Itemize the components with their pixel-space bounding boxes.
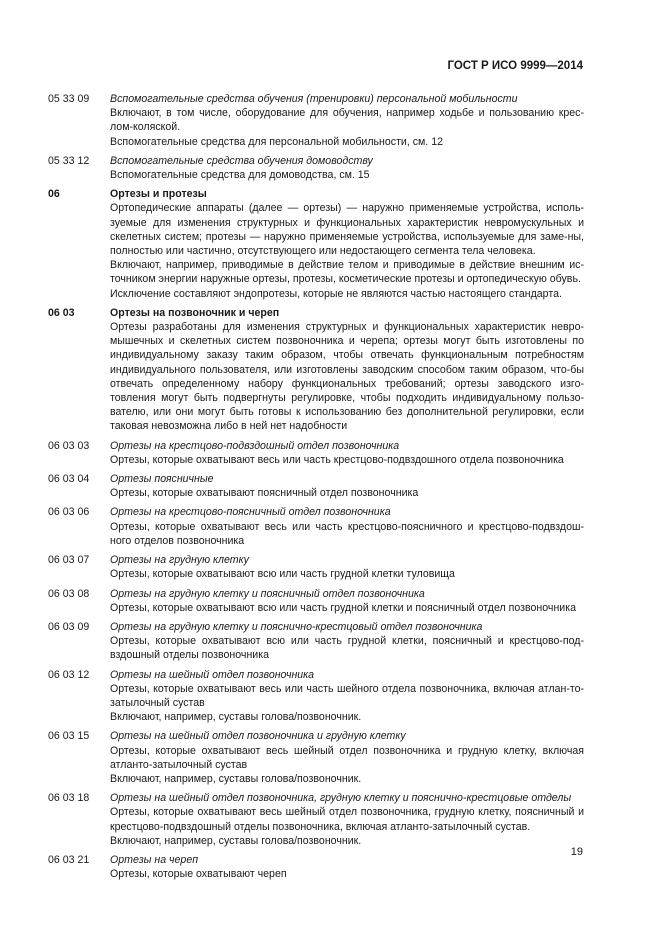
classification-entry	[48, 472, 584, 500]
document-header: ГОСТ Р ИСО 9999—2014	[447, 60, 583, 72]
entry-code: 06 03 04	[48, 473, 90, 486]
classification-entry	[48, 187, 584, 301]
entry-code: 06 03 08	[48, 587, 90, 600]
classification-entry	[48, 729, 584, 786]
entry-body	[110, 187, 584, 301]
classification-entry	[48, 587, 584, 615]
entry-code: 06 03 06	[48, 506, 90, 519]
entry-description: Вспомогательные средства для домоводства, см. 15	[110, 169, 370, 182]
entry-body	[110, 553, 584, 581]
classification-entry	[48, 668, 584, 725]
entry-description: Ортопедические аппараты (далее — ортезы) — наружно применяемые устройства, исполь-зуемые для изменения структурных и функциональных характеристик невромускульных и скелетных систем; протезы — наружно применяемые устройства, используемые для заме-ны, полностью или частично, отсутствующего или недостающего сегмента тела человека.	[110, 202, 584, 258]
entry-body	[110, 439, 584, 467]
entry-body	[110, 505, 584, 548]
entry-description: Ортезы, которые охватывают весь или часть крестцово-подвздошного отдела позвоночника	[110, 453, 564, 466]
entry-title: Ортезы на шейный отдел позвоночника и грудную клетку	[110, 730, 406, 743]
page-number: 19	[570, 846, 583, 858]
entry-code: 06 03 03	[48, 439, 90, 452]
entry-description: Ортезы, которые охватывают всю или часть грудной клетки и поясничный отдел позвоночника	[110, 601, 576, 614]
classification-entry	[48, 620, 584, 663]
entry-title: Вспомогательные средства обучения домоводству	[110, 154, 373, 167]
entry-description: Ортезы, которые охватывают всю или часть грудной клетки туловища	[110, 568, 455, 581]
entry-description: Ортезы, которые охватывают весь шейный отдел позвоночника, грудную клетку, поясничный и крестцово-подвздошный отделы позвоночника, включая атланто-затылочный сустав.	[110, 806, 584, 833]
entry-title: Ортезы на крестцово-поясничный отдел позвоночника	[110, 506, 391, 519]
entry-code: 06 03 18	[48, 792, 90, 805]
entry-body	[110, 306, 584, 434]
entry-code: 05 33 09	[48, 93, 90, 105]
entry-description: Ортезы, которые охватывают весь шейный отдел позвоночника и грудную клетку, включая атланто-затылочный сустав	[110, 744, 584, 771]
entry-description: Включают, например, суставы голова/позвоночник.	[110, 711, 362, 724]
entry-description: Включают, например, суставы голова/позвоночник.	[110, 834, 362, 847]
entry-description: Ортезы, которые охватывают череп	[110, 868, 287, 881]
entry-code: 06 03 21	[48, 853, 90, 866]
entry-code: 06 03 15	[48, 730, 90, 743]
entry-body	[110, 729, 584, 786]
entry-code: 05 33 12	[48, 154, 90, 167]
entry-code: 06 03 07	[48, 554, 90, 567]
entry-description: Ортезы, которые охватывают весь или часть крестцово-поясничного и крестцово-подвздош-ного отделов позвоночника	[110, 520, 584, 547]
entry-body	[110, 472, 584, 500]
entry-description: Ортезы разработаны для изменения структурных и функциональных характеристик невро-мышечных и скелетных систем позвоночника и черепа; ортезы могут быть изготовлены по индивидуальному заказу таким образом, чтобы отвечать функциональным потребностям индивидуального пользователя, или изготовлены заводским способом таким образом, что-бы отвечать определенному набору функциональных требований; ортезы заводского изго-товления могут быть подвергнуты регулировке, чтобы подходить индивидуальному пользо-вателю, или они могут быть готовы к использованию без дополнительной регулировки, если таковая невозможна либо в ней нет надобности	[110, 321, 584, 433]
entry-title: Ортезы на грудную клетку	[110, 554, 249, 567]
entry-title: Ортезы на грудную клетку и пояснично-крестцовый отдел позвоночника	[110, 620, 483, 633]
entry-description: Вспомогательные средства для персональной мобильности, см. 12	[110, 135, 443, 148]
entry-code: 06 03 09	[48, 620, 90, 633]
entry-description: Ортезы, которые охватывают всю или часть грудной клетки, поясничный и крестцово-под-вздошный отделы позвоночника	[110, 635, 584, 662]
entry-code: 06	[48, 188, 60, 201]
classification-entry	[48, 853, 584, 881]
entry-code: 06 03	[48, 306, 75, 319]
entry-body	[110, 154, 584, 182]
entry-title: Ортезы на позвоночник и череп	[110, 306, 280, 319]
classification-list	[48, 92, 584, 886]
entry-description: Исключение составляют эндопротезы, которые не являются частью настоящего стандарта.	[110, 287, 562, 300]
entry-body	[110, 668, 584, 725]
entry-title: Ортезы на крестцово-подвздошный отдел позвоночника	[110, 439, 400, 452]
classification-entry	[48, 306, 584, 434]
classification-entry	[48, 791, 584, 848]
entry-body	[110, 587, 584, 615]
entry-code: 06 03 12	[48, 668, 90, 681]
entry-body	[110, 92, 584, 149]
entry-title: Ортезы поясничные	[110, 473, 214, 486]
classification-entry	[48, 553, 584, 581]
entry-title: Вспомогательные средства обучения (тренировки) персональной мобильности	[110, 93, 518, 105]
entry-description: Включают, например, приводимые в действие телом и приводимые в действие внешним ис-точником энергии наружные ортезы, протезы, косметические протезы и ортопедическую обувь.	[110, 259, 584, 286]
classification-entry	[48, 439, 584, 467]
entry-title: Ортезы на грудную клетку и поясничный отдел позвоночника	[110, 587, 425, 600]
classification-entry	[48, 92, 584, 149]
entry-description: Ортезы, которые охватывают весь или часть шейного отдела позвоночника, включая атлан-то-затылочный сустав	[110, 682, 584, 709]
entry-description: Ортезы, которые охватывают поясничный отдел позвоночника	[110, 487, 419, 500]
entry-title: Ортезы на череп	[110, 853, 199, 866]
entry-body	[110, 620, 584, 663]
entry-description: Включают, в том числе, оборудование для обучения, например ходьбе и пользованию крес-лом-коляской.	[110, 107, 584, 134]
entry-description: Включают, например, суставы голова/позвоночник.	[110, 772, 362, 785]
entry-title: Ортезы на шейный отдел позвоночника, грудную клетку и пояснично-крестцовые отделы	[110, 792, 572, 805]
entry-title: Ортезы и протезы	[110, 188, 207, 201]
classification-entry	[48, 154, 584, 182]
entry-body	[110, 791, 584, 848]
classification-entry	[48, 505, 584, 548]
entry-title: Ортезы на шейный отдел позвоночника	[110, 668, 315, 681]
entry-body	[110, 853, 584, 881]
